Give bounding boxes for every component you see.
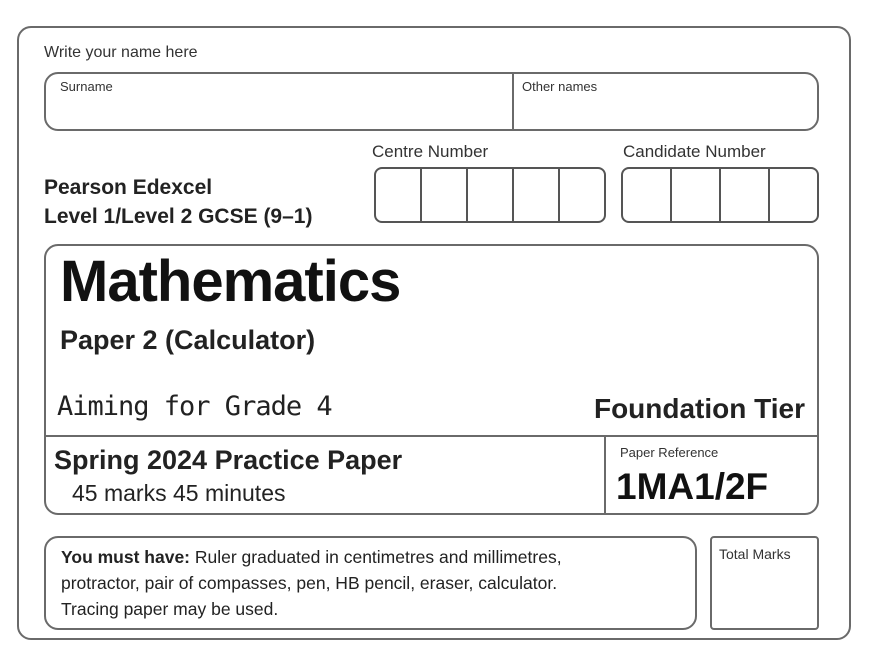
requirements-line-1: Ruler graduated in centimetres and millimetres, bbox=[190, 547, 562, 567]
candidate-number-label: Candidate Number bbox=[623, 142, 766, 161]
tier: Foundation Tier bbox=[593, 393, 805, 424]
candidate-digit-box[interactable] bbox=[770, 169, 817, 221]
subject-title: Mathematics bbox=[60, 249, 401, 314]
other-names-field[interactable] bbox=[520, 96, 810, 126]
marks-duration: 45 marks 45 minutes bbox=[72, 480, 286, 506]
other-names-label: Other names bbox=[522, 79, 598, 94]
exam-board: Pearson Edexcel bbox=[44, 176, 213, 199]
total-marks-label: Total Marks bbox=[719, 546, 791, 562]
centre-number-boxes[interactable] bbox=[374, 167, 606, 223]
candidate-digit-box[interactable] bbox=[721, 169, 770, 221]
qualification-level: Level 1/Level 2 GCSE (9–1) bbox=[44, 205, 313, 228]
candidate-digit-box[interactable] bbox=[672, 169, 721, 221]
centre-digit-box[interactable] bbox=[560, 169, 604, 221]
requirements-line-3: Tracing paper may be used. bbox=[61, 599, 279, 619]
write-name-label: Write your name here bbox=[44, 44, 198, 61]
requirements-text bbox=[61, 544, 691, 622]
paper-reference-label: Paper Reference bbox=[620, 445, 719, 460]
requirements-lead: You must have: bbox=[61, 547, 191, 567]
candidate-digit-box[interactable] bbox=[623, 169, 672, 221]
name-box-divider bbox=[512, 72, 514, 131]
paper-details-divider bbox=[44, 435, 819, 437]
centre-digit-box[interactable] bbox=[468, 169, 514, 221]
paper-reference: 1MA1/2F bbox=[616, 466, 769, 507]
centre-number-label: Centre Number bbox=[372, 142, 489, 161]
session-title: Spring 2024 Practice Paper bbox=[54, 445, 403, 475]
surname-label: Surname bbox=[60, 79, 113, 94]
centre-digit-box[interactable] bbox=[514, 169, 560, 221]
paper-reference-divider bbox=[604, 435, 606, 515]
requirements-line-2: protractor, pair of compasses, pen, HB pencil, eraser, calculator. bbox=[61, 573, 558, 593]
surname-field[interactable] bbox=[54, 96, 504, 126]
paper-name: Paper 2 (Calculator) bbox=[60, 325, 316, 355]
candidate-number-boxes[interactable] bbox=[621, 167, 819, 223]
centre-digit-box[interactable] bbox=[376, 169, 422, 221]
centre-digit-box[interactable] bbox=[422, 169, 468, 221]
aim-grade: Aiming for Grade 4 bbox=[57, 391, 332, 422]
